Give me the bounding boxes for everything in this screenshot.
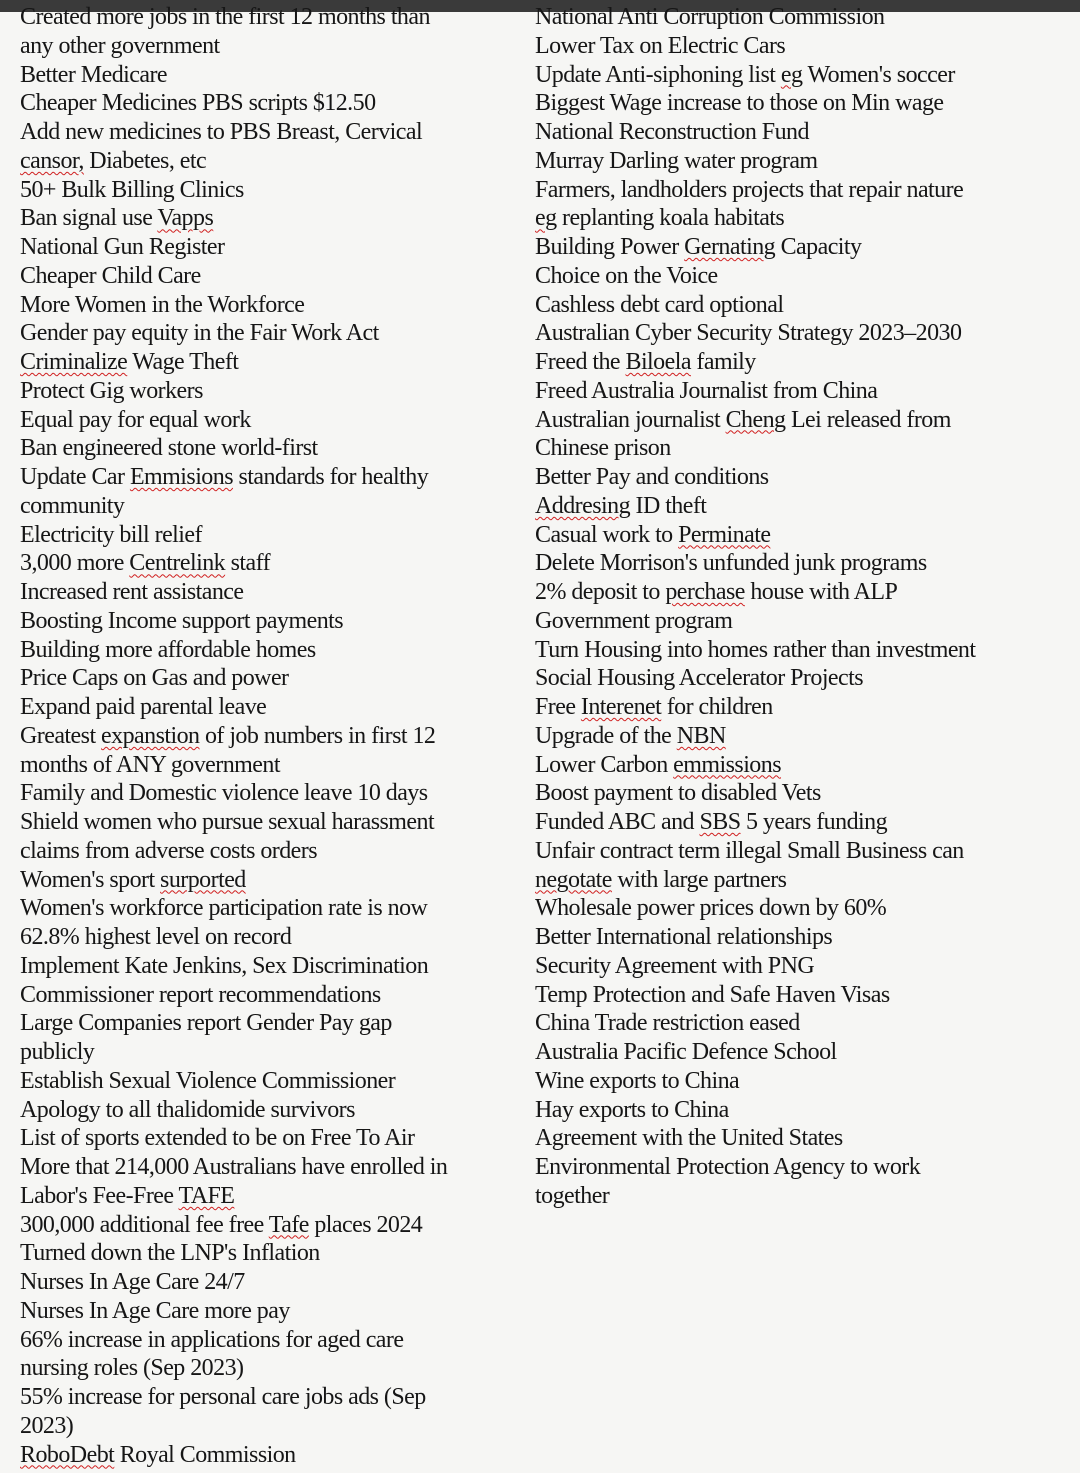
list-item: Australia Pacific Defence School (535, 1039, 837, 1065)
list-item: publicly (20, 1039, 95, 1065)
list-item: More that 214,000 Australians have enrolled in (20, 1154, 448, 1180)
list-item: Delete Morrison's unfunded junk programs (535, 550, 927, 577)
list-item: 50+ Bulk Billing Clinics (20, 176, 244, 203)
list-item: Unfair contract term illegal Small Business can (535, 837, 964, 864)
list-item: Murray Darling water program (535, 147, 818, 174)
list-item: 62.8% highest level on record (20, 924, 292, 950)
list-item: 3,000 more Centrelink staff (20, 550, 271, 577)
list-item: claims from adverse costs orders (20, 837, 318, 864)
list-item: Electricity bill relief (20, 521, 202, 548)
list-item: China Trade restriction eased (535, 1010, 800, 1037)
list-item: Farmers, landholders projects that repair nature (535, 176, 964, 203)
list-item: Commissioner report recommendations (20, 981, 381, 1008)
list-item: Better Medicare (20, 61, 168, 88)
list-item: Establish Sexual Violence Commissioner (20, 1067, 396, 1094)
list-item: Better International relationships (535, 924, 833, 950)
list-item: Social Housing Accelerator Projects (535, 665, 864, 692)
list-item: Women's workforce participation rate is now (20, 895, 428, 922)
list-item: eg replanting koala habitats (535, 205, 785, 232)
list-item: Labor's Fee-Free TAFE (20, 1182, 235, 1209)
list-item: Building more affordable homes (20, 636, 316, 663)
list-item: Protect Gig workers (20, 377, 203, 404)
list-item: Ban engineered stone world-first (20, 435, 318, 462)
list-item: Criminalize Wage Theft (20, 349, 239, 375)
list-item: Implement Kate Jenkins, Sex Discrimination (20, 952, 429, 979)
list-item: Turn Housing into homes rather than investment (535, 636, 976, 663)
list-item: Hay exports to China (535, 1096, 729, 1123)
list-item: Increased rent assistance (20, 579, 244, 605)
list-item: Cheaper Medicines PBS scripts $12.50 (20, 90, 376, 117)
list-item: Australian journalist Cheng Lei released from (535, 406, 951, 433)
list-item: Lower Carbon emmissions (535, 751, 782, 778)
list-item: Cheaper Child Care (20, 262, 201, 289)
list-item: Gender pay equity in the Fair Work Act (20, 320, 379, 347)
list-item: Apology to all thalidomide survivors (20, 1096, 355, 1123)
list-item: Wine exports to China (535, 1067, 740, 1094)
list-item: Expand paid parental leave (20, 694, 267, 720)
list-item: Shield women who pursue sexual harassment (20, 809, 435, 835)
list-item: months of ANY government (20, 751, 280, 778)
list-item: List of sports extended to be on Free To Air (20, 1125, 415, 1152)
list-item: Government program (535, 607, 733, 634)
left-column-list (20, 3, 510, 1469)
list-item: Freed the Biloela family (535, 349, 756, 375)
list-item: Security Agreement with PNG (535, 952, 815, 979)
list-item: Environmental Protection Agency to work (535, 1154, 921, 1180)
list-item: Price Caps on Gas and power (20, 665, 289, 692)
list-item: Lower Tax on Electric Cars (535, 32, 786, 59)
list-item: Wholesale power prices down by 60% (535, 895, 887, 922)
list-item: Update Car Emmisions standards for healthy (20, 464, 429, 490)
list-item: 2% deposit to perchase house with ALP (535, 579, 898, 605)
list-item: Boost payment to disabled Vets (535, 780, 821, 807)
list-item: National Reconstruction Fund (535, 119, 809, 145)
list-item: Cashless debt card optional (535, 291, 784, 318)
list-item: Women's sport surported (20, 866, 246, 893)
list-item: Add new medicines to PBS Breast, Cervical (20, 119, 423, 145)
list-item: Biggest Wage increase to those on Min wage (535, 90, 944, 117)
list-item: negotate with large partners (535, 866, 787, 893)
list-item: Choice on the Voice (535, 262, 718, 289)
list-item: Agreement with the United States (535, 1125, 843, 1152)
list-item: RoboDebt Royal Commission (20, 1441, 296, 1468)
list-item: Upgrade of the NBN (535, 722, 726, 749)
list-item: Funded ABC and SBS 5 years funding (535, 809, 888, 835)
list-item: Large Companies report Gender Pay gap (20, 1010, 392, 1037)
list-item: Turned down the LNP's Inflation (20, 1240, 320, 1267)
right-column-list (535, 3, 1070, 1211)
list-item: Building Power Gernating Capacity (535, 234, 862, 260)
list-item: Family and Domestic violence leave 10 days (20, 780, 428, 807)
list-item: Nurses In Age Care more pay (20, 1297, 290, 1324)
list-item: Casual work to Perminate (535, 521, 771, 548)
list-item: community (20, 492, 125, 519)
list-item: Chinese prison (535, 435, 671, 462)
list-item: National Anti Corruption Commission (535, 4, 885, 30)
list-item: Addresing ID theft (535, 492, 707, 519)
list-item: Ban signal use Vapps (20, 205, 214, 232)
list-item: Equal pay for equal work (20, 406, 251, 433)
list-item: National Gun Register (20, 234, 225, 260)
list-item: More Women in the Workforce (20, 291, 305, 318)
list-item: Australian Cyber Security Strategy 2023–2030 (535, 320, 962, 347)
list-item: Nurses In Age Care 24/7 (20, 1269, 245, 1295)
list-item: Greatest expanstion of job numbers in first 12 (20, 722, 436, 749)
list-item: 2023) (20, 1412, 74, 1439)
list-item: any other government (20, 32, 220, 59)
list-item: Created more jobs in the first 12 months than (20, 4, 430, 30)
list-item: Update Anti-siphoning list eg Women's soccer (535, 61, 955, 88)
list-item: Free Interenet for children (535, 694, 773, 720)
list-item: Temp Protection and Safe Haven Visas (535, 981, 890, 1008)
list-item: 300,000 additional fee free Tafe places 2024 (20, 1211, 423, 1238)
list-item: 55% increase for personal care jobs ads (Sep (20, 1384, 426, 1410)
list-item: Boosting Income support payments (20, 607, 344, 634)
list-item: 66% increase in applications for aged care (20, 1326, 404, 1353)
list-item: Better Pay and conditions (535, 464, 769, 490)
list-item: cansor, Diabetes, etc (20, 147, 207, 174)
list-item: nursing roles (Sep 2023) (20, 1355, 244, 1382)
list-item: Freed Australia Journalist from China (535, 377, 878, 404)
list-item: together (535, 1182, 610, 1209)
